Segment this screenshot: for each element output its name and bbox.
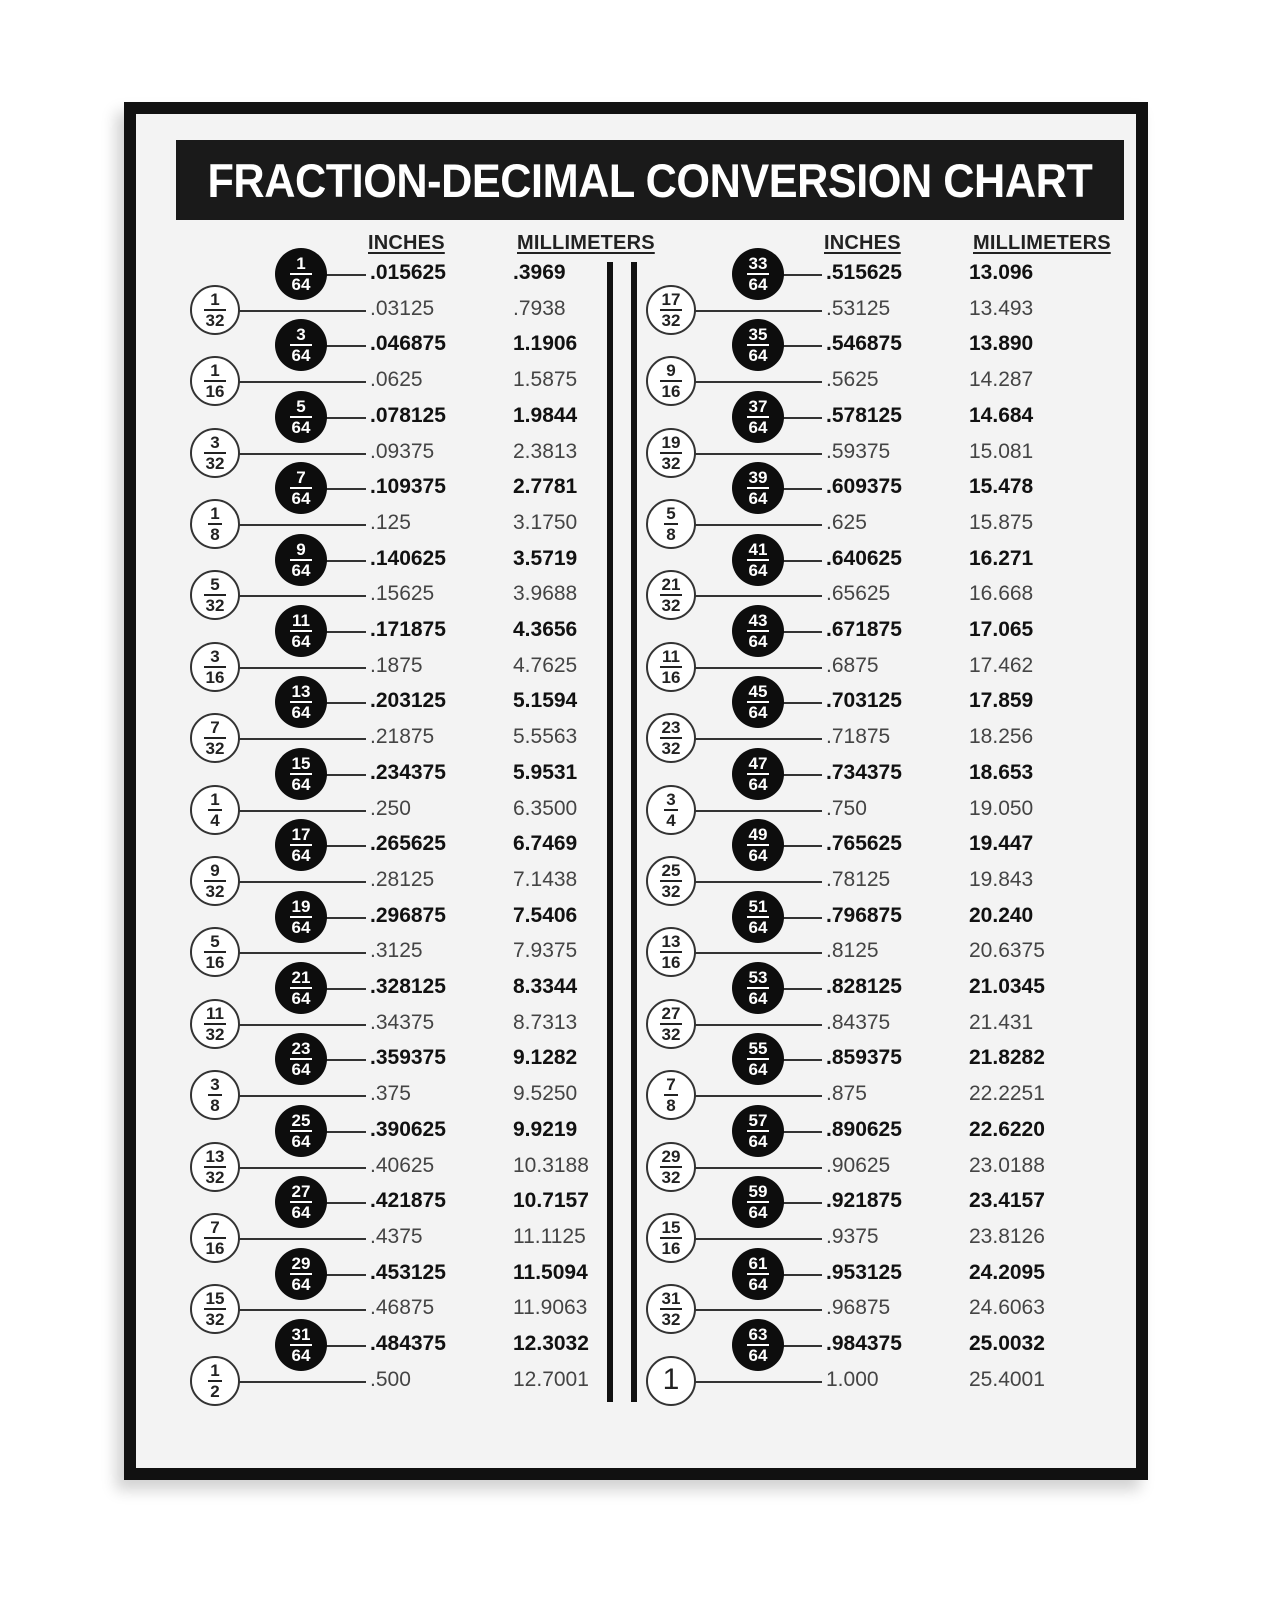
inches-value: .375	[370, 1082, 411, 1106]
inches-value: .015625	[370, 261, 446, 284]
inches-value: .359375	[370, 1046, 446, 1070]
millimeters-value: 3.5719	[513, 546, 578, 570]
inches-value: .546875	[826, 332, 902, 356]
millimeters-value: 25.4001	[969, 1367, 1045, 1391]
fraction-denominator: 64	[291, 1274, 311, 1294]
fraction-numerator: 19	[291, 896, 311, 916]
millimeters-value: 23.0188	[969, 1153, 1045, 1177]
millimeters-value: .3969	[513, 261, 566, 284]
inches-value: .1875	[370, 653, 423, 677]
fraction-numerator: 13	[291, 682, 311, 702]
fraction-numerator: 19	[661, 432, 681, 452]
inches-value: .921875	[826, 1189, 902, 1213]
millimeters-value: 12.7001	[513, 1367, 589, 1391]
fraction-numerator: 13	[661, 932, 681, 952]
inches-value: .750	[826, 796, 867, 820]
millimeters-value: 2.3813	[513, 439, 578, 463]
chart-panel	[136, 114, 1136, 1468]
fraction-numerator: 5	[296, 396, 306, 416]
millimeters-value: 19.843	[969, 867, 1034, 891]
inches-value: .265625	[370, 832, 446, 856]
fraction-denominator: 32	[205, 1024, 225, 1044]
fraction-denominator: 64	[748, 1203, 768, 1223]
fraction-numerator: 1	[210, 361, 220, 381]
fraction-denominator: 16	[205, 382, 225, 402]
fraction-badge	[732, 248, 784, 300]
inches-value: .109375	[370, 475, 446, 499]
inches-header-right: INCHES	[824, 232, 901, 254]
fraction-numerator: 1	[210, 789, 220, 809]
fraction-numerator: 45	[748, 682, 768, 702]
millimeters-value: 23.8126	[969, 1224, 1045, 1248]
fraction-denominator: 64	[291, 275, 311, 294]
millimeters-value: 17.859	[969, 689, 1034, 713]
fraction-denominator: 16	[661, 953, 681, 973]
fraction-denominator: 64	[748, 489, 768, 509]
fraction-denominator: 32	[661, 1024, 681, 1044]
inches-value: .15625	[370, 582, 435, 606]
millimeters-value: 21.431	[969, 1010, 1034, 1034]
fraction-numerator: 53	[748, 968, 768, 987]
inches-value: .71875	[826, 725, 891, 749]
millimeters-value: 5.9531	[513, 760, 578, 784]
fraction-numerator: 37	[748, 396, 768, 416]
fraction-denominator: 4	[210, 810, 220, 830]
millimeters-value: 1.1906	[513, 332, 578, 356]
fraction-denominator: 32	[205, 1310, 225, 1330]
millimeters-value: 22.2251	[969, 1082, 1045, 1106]
millimeters-value: 9.9219	[513, 1117, 578, 1141]
fraction-numerator: 51	[748, 896, 768, 916]
fraction-numerator: 1	[210, 289, 220, 309]
inches-value: .78125	[826, 867, 891, 891]
fraction-badge	[732, 391, 784, 443]
fraction-denominator: 64	[748, 1346, 768, 1365]
millimeters-value: 18.653	[969, 760, 1034, 784]
millimeters-value: 13.890	[969, 332, 1034, 356]
chart-title: FRACTION-DECIMAL CONVERSION CHART	[207, 153, 1093, 207]
inches-value: .671875	[826, 618, 902, 641]
inches-value: .0625	[370, 368, 423, 392]
fraction-numerator: 27	[661, 1003, 681, 1023]
millimeters-value: 16.668	[969, 582, 1034, 606]
fraction-badge	[732, 1248, 784, 1300]
inches-value: .953125	[826, 1260, 902, 1284]
fraction-denominator: 64	[291, 417, 311, 437]
fraction-numerator: 41	[748, 539, 768, 559]
inches-value: .609375	[826, 475, 902, 499]
fraction-badge	[732, 1033, 784, 1085]
fraction-numerator: 11	[206, 1003, 224, 1023]
fraction-numerator: 1	[210, 503, 220, 523]
millimeters-value: 20.240	[969, 903, 1034, 927]
millimeters-value: 15.081	[969, 439, 1034, 463]
inches-value: .09375	[370, 439, 435, 463]
fraction-numerator: 7	[210, 1217, 220, 1237]
fraction-numerator: 27	[291, 1182, 311, 1202]
millimeters-value: 14.287	[969, 368, 1034, 392]
inches-value: .046875	[370, 332, 446, 356]
fraction-numerator: 9	[210, 860, 220, 880]
fraction-numerator: 9	[666, 361, 676, 381]
millimeters-value: 1.5875	[513, 368, 578, 392]
fraction-denominator: 64	[291, 489, 311, 509]
fraction-denominator: 64	[291, 703, 311, 723]
fraction-denominator: 64	[291, 846, 311, 866]
millimeters-value: 4.3656	[513, 618, 578, 641]
fraction-denominator: 16	[661, 1238, 681, 1258]
fraction-denominator: 64	[291, 560, 311, 580]
fraction-numerator: 61	[748, 1253, 768, 1273]
fraction-numerator: 59	[748, 1182, 768, 1202]
fraction-numerator: 23	[291, 1039, 311, 1059]
fraction-denominator: 64	[291, 774, 311, 794]
millimeters-value: 21.8282	[969, 1046, 1045, 1070]
fraction-denominator: 64	[291, 989, 311, 1008]
inches-value: .65625	[826, 582, 891, 606]
fraction-badge	[646, 1284, 696, 1334]
inches-value: .3125	[370, 939, 423, 963]
inches-value: .703125	[826, 689, 902, 713]
millimeters-value: 4.7625	[513, 653, 578, 677]
fraction-badge	[646, 428, 696, 478]
fraction-badge	[646, 1213, 696, 1263]
fraction-numerator: 21	[291, 968, 311, 987]
fraction-numerator: 47	[748, 753, 768, 773]
fraction-badge	[732, 962, 784, 1014]
fraction-denominator: 32	[205, 739, 225, 759]
inches-value: .734375	[826, 760, 902, 784]
fraction-denominator: 32	[661, 596, 681, 616]
inches-value: .578125	[826, 403, 902, 427]
millimeters-value: 23.4157	[969, 1189, 1045, 1213]
fraction-denominator: 32	[661, 1167, 681, 1187]
fraction-numerator: 17	[661, 289, 681, 309]
inches-value: .4375	[370, 1224, 423, 1248]
fraction-denominator: 64	[291, 1203, 311, 1223]
inches-value: .59375	[826, 439, 891, 463]
fraction-denominator: 32	[205, 1167, 225, 1187]
millimeters-value: 17.462	[969, 653, 1034, 677]
inches-value: .125	[370, 510, 411, 534]
fraction-numerator: 17	[291, 825, 311, 845]
fraction-numerator: 33	[748, 254, 768, 273]
millimeters-value: 19.050	[969, 796, 1034, 820]
fraction-badge	[732, 1176, 784, 1228]
fraction-numerator: 43	[748, 611, 768, 630]
fraction-numerator: 11	[292, 611, 310, 630]
fraction-denominator: 64	[748, 346, 768, 366]
fraction-denominator: 64	[748, 632, 768, 651]
fraction-badge	[646, 570, 696, 620]
inches-value: .234375	[370, 760, 446, 784]
fraction-numerator: 7	[666, 1075, 676, 1095]
millimeters-value: 15.478	[969, 475, 1034, 499]
fraction-denominator: 64	[291, 1131, 311, 1151]
millimeters-value: 11.9063	[513, 1296, 588, 1320]
fraction-denominator: 64	[748, 1274, 768, 1294]
fraction-denominator: 64	[748, 989, 768, 1008]
inches-value: .421875	[370, 1189, 446, 1213]
fraction-badge	[646, 1356, 696, 1406]
millimeters-value: 14.684	[969, 403, 1034, 427]
millimeters-value: 5.5563	[513, 725, 578, 749]
millimeters-value: 10.7157	[513, 1189, 589, 1213]
millimeters-value: 9.5250	[513, 1082, 578, 1106]
fraction-badge	[646, 1070, 696, 1120]
inches-value: .078125	[370, 403, 446, 427]
inches-value: .875	[826, 1082, 867, 1106]
fraction-denominator: 64	[748, 275, 768, 294]
millimeters-value: 8.3344	[513, 975, 578, 998]
millimeters-value: 24.2095	[969, 1260, 1045, 1284]
millimeters-value: 9.1282	[513, 1046, 578, 1070]
fraction-denominator: 32	[205, 310, 225, 330]
inches-value: .03125	[370, 296, 435, 320]
millimeters-value: .7938	[513, 296, 566, 320]
inches-value: .500	[370, 1367, 411, 1391]
fraction-numerator: 9	[296, 539, 306, 559]
inches-value: .171875	[370, 618, 446, 641]
millimeters-value: 20.6375	[969, 939, 1045, 963]
fraction-badge	[732, 1105, 784, 1157]
fraction-denominator: 32	[205, 596, 225, 616]
millimeters-value: 16.271	[969, 546, 1034, 570]
inches-value: .640625	[826, 546, 902, 570]
fraction-denominator: 64	[748, 417, 768, 437]
fraction-denominator: 32	[661, 453, 681, 473]
inches-value: .34375	[370, 1010, 435, 1034]
fraction-numerator: 3	[210, 1075, 220, 1095]
fraction-denominator: 8	[210, 1096, 220, 1116]
fraction-denominator: 8	[666, 1096, 676, 1116]
millimeters-value: 7.1438	[513, 867, 578, 891]
fraction-badge	[732, 319, 784, 371]
fraction-denominator: 64	[748, 846, 768, 866]
inches-value: .28125	[370, 867, 435, 891]
fraction-badge	[646, 1142, 696, 1192]
fraction-denominator: 16	[661, 667, 681, 687]
millimeters-value: 25.0032	[969, 1332, 1045, 1355]
fraction-badge	[646, 356, 696, 406]
millimeters-value: 7.5406	[513, 903, 578, 927]
fraction-denominator: 8	[210, 524, 220, 544]
fraction-badge	[646, 785, 696, 835]
fraction-numerator: 39	[748, 468, 768, 488]
inches-value: .96875	[826, 1296, 891, 1320]
inches-value: .90625	[826, 1153, 891, 1177]
millimeters-header-right: MILLIMETERS	[973, 232, 1111, 254]
millimeters-value: 1.9844	[513, 403, 578, 427]
inches-value: .5625	[826, 368, 879, 392]
millimeters-value: 22.6220	[969, 1117, 1045, 1141]
millimeters-value: 8.7313	[513, 1010, 578, 1034]
fraction-numerator: 3	[210, 432, 220, 452]
fraction-denominator: 32	[205, 453, 225, 473]
millimeters-value: 11.1125	[513, 1224, 586, 1248]
millimeters-value: 15.875	[969, 510, 1034, 534]
millimeters-value: 18.256	[969, 725, 1034, 749]
inches-value: .796875	[826, 903, 902, 927]
fraction-numerator: 29	[291, 1253, 311, 1273]
inches-value: .6875	[826, 653, 879, 677]
millimeters-header-left: MILLIMETERS	[517, 232, 655, 254]
fraction-badge	[732, 819, 784, 871]
inches-value: .484375	[370, 1332, 446, 1355]
fraction-numerator: 55	[748, 1039, 768, 1059]
inches-value: .53125	[826, 296, 891, 320]
inches-value: .625	[826, 510, 867, 534]
fraction-numerator: 15	[291, 753, 311, 773]
fraction-numerator: 49	[748, 825, 768, 845]
fraction-denominator: 64	[291, 632, 311, 651]
fraction-denominator: 64	[291, 917, 311, 937]
fraction-denominator: 64	[748, 1131, 768, 1151]
millimeters-value: 6.3500	[513, 796, 578, 820]
inches-value: .765625	[826, 832, 902, 856]
fraction-numerator: 5	[210, 932, 220, 952]
fraction-badge	[646, 856, 696, 906]
fraction-numerator: 5	[210, 575, 220, 595]
fraction-badge	[732, 462, 784, 514]
fraction-badge	[646, 499, 696, 549]
fraction-badge	[732, 891, 784, 943]
fraction-denominator: 64	[748, 917, 768, 937]
millimeters-value: 19.447	[969, 832, 1034, 856]
fraction-badge	[646, 927, 696, 977]
fraction-badge	[732, 1319, 784, 1371]
inches-value: .328125	[370, 975, 446, 998]
inches-value: .984375	[826, 1332, 902, 1355]
fraction-numerator: 29	[661, 1146, 681, 1166]
inches-value: .296875	[370, 903, 446, 927]
inches-value: .203125	[370, 689, 446, 713]
fraction-numerator: 57	[748, 1110, 768, 1130]
inches-value: .515625	[826, 261, 902, 284]
fraction-numerator: 7	[296, 468, 306, 488]
fraction-numerator: 3	[296, 325, 306, 345]
fraction-numerator: 35	[748, 325, 768, 345]
fraction-denominator: 32	[661, 310, 681, 330]
fraction-numerator: 15	[205, 1289, 225, 1309]
fraction-denominator: 64	[748, 560, 768, 580]
fraction-numerator: 1	[210, 1360, 220, 1380]
inches-value: .828125	[826, 975, 902, 998]
millimeters-value: 10.3188	[513, 1153, 589, 1177]
fraction-numerator: 63	[748, 1325, 768, 1344]
inches-value: .9375	[826, 1224, 879, 1248]
inches-value: 1.000	[826, 1367, 879, 1391]
fraction-denominator: 2	[210, 1381, 220, 1401]
fraction-numerator: 1	[662, 1363, 680, 1397]
center-divider	[607, 262, 637, 1402]
fraction-denominator: 32	[661, 1310, 681, 1330]
fraction-numerator: 25	[291, 1110, 311, 1130]
fraction-denominator: 32	[205, 881, 225, 901]
fraction-denominator: 64	[748, 774, 768, 794]
inches-value: .84375	[826, 1010, 891, 1034]
millimeters-value: 3.1750	[513, 510, 578, 534]
millimeters-value: 2.7781	[513, 475, 578, 499]
fraction-numerator: 3	[210, 646, 220, 666]
fraction-numerator: 11	[662, 646, 680, 666]
fraction-denominator: 64	[748, 1060, 768, 1080]
fraction-numerator: 5	[666, 503, 676, 523]
millimeters-value: 21.0345	[969, 975, 1045, 998]
fraction-numerator: 23	[661, 718, 681, 738]
fraction-numerator: 25	[661, 860, 681, 880]
fraction-denominator: 64	[748, 703, 768, 723]
inches-value: .453125	[370, 1260, 446, 1284]
millimeters-value: 12.3032	[513, 1332, 589, 1355]
inches-value: .8125	[826, 939, 879, 963]
millimeters-value: 11.5094	[513, 1260, 588, 1284]
chart-poster	[124, 102, 1148, 1480]
millimeters-value: 6.7469	[513, 832, 578, 856]
fraction-numerator: 15	[661, 1217, 681, 1237]
millimeters-value: 5.1594	[513, 689, 578, 713]
fraction-denominator: 16	[661, 382, 681, 402]
fraction-numerator: 1	[296, 254, 306, 273]
inches-value: .859375	[826, 1046, 902, 1070]
inches-value: .140625	[370, 546, 446, 570]
fraction-numerator: 31	[661, 1289, 681, 1309]
fraction-denominator: 16	[205, 1238, 225, 1258]
fraction-badge	[732, 748, 784, 800]
millimeters-value: 13.493	[969, 296, 1034, 320]
inches-value: .21875	[370, 725, 435, 749]
inches-value: .390625	[370, 1117, 446, 1141]
fraction-denominator: 64	[291, 346, 311, 366]
inches-value: .46875	[370, 1296, 435, 1320]
fraction-denominator: 4	[666, 810, 676, 830]
title-bar	[176, 140, 1124, 220]
fraction-denominator: 64	[291, 1060, 311, 1080]
fraction-badge	[732, 534, 784, 586]
inches-value: .890625	[826, 1117, 902, 1141]
fraction-numerator: 7	[210, 718, 220, 738]
fraction-badge	[732, 605, 784, 657]
fraction-numerator: 13	[205, 1146, 225, 1166]
fraction-badge	[646, 285, 696, 335]
millimeters-value: 13.096	[969, 261, 1034, 284]
millimeters-value: 17.065	[969, 618, 1034, 641]
millimeters-value: 7.9375	[513, 939, 578, 963]
fraction-badge	[646, 999, 696, 1049]
inches-value: .40625	[370, 1153, 435, 1177]
fraction-numerator: 31	[291, 1325, 311, 1344]
fraction-denominator: 16	[205, 953, 225, 973]
millimeters-value: 3.9688	[513, 582, 578, 606]
fraction-denominator: 8	[666, 524, 676, 544]
fraction-denominator: 32	[661, 881, 681, 901]
fraction-numerator: 21	[661, 575, 681, 595]
fraction-denominator: 16	[205, 667, 225, 687]
fraction-denominator: 32	[661, 739, 681, 759]
millimeters-value: 24.6063	[969, 1296, 1045, 1320]
fraction-numerator: 3	[666, 789, 676, 809]
inches-header-left: INCHES	[368, 232, 445, 254]
fraction-denominator: 64	[291, 1346, 311, 1365]
fraction-badge	[646, 713, 696, 763]
fraction-badge	[646, 642, 696, 692]
inches-value: .250	[370, 796, 411, 820]
fraction-badge	[732, 676, 784, 728]
